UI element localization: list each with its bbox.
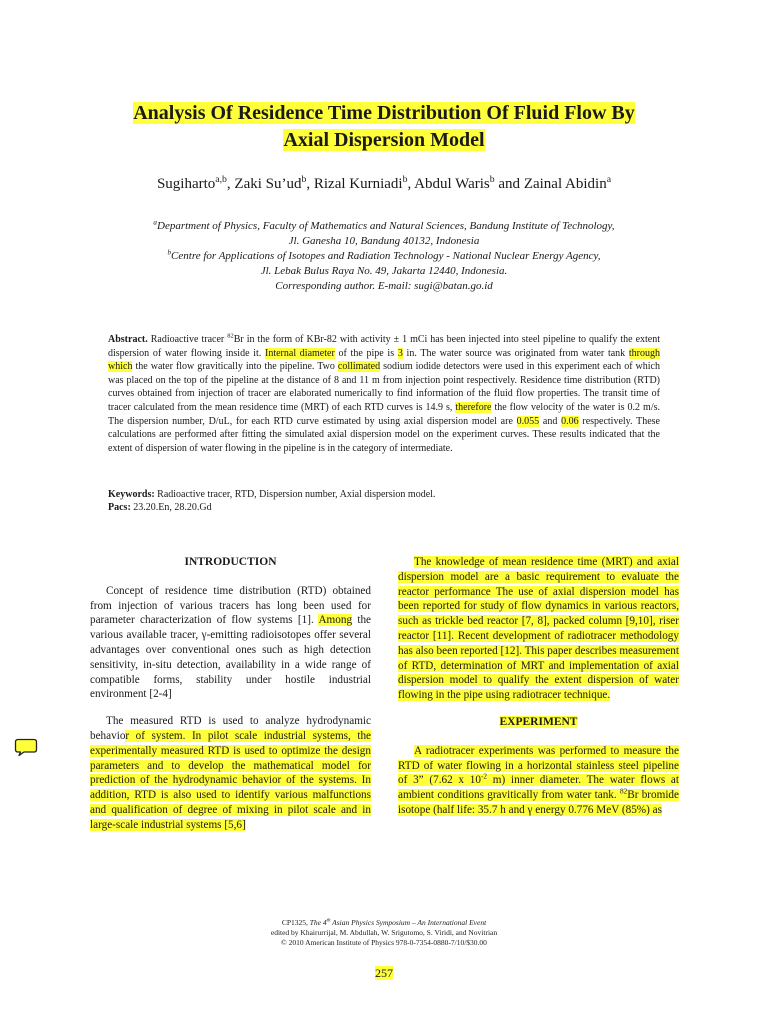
abstract-text: respectively. These calculations are performed after fitting the simulated axial dispersion model on the experiment curves. These results indicated that the extent of dispersion of water flowing in the pipeline is in the category of intermediate. xyxy=(108,415,660,454)
pacs xyxy=(108,501,660,514)
abstract-text: sodium iodide detectors were used in this experiment each of which was placed on the top of the pipeline at the distance of 8 and 11 m from injection point respectively. Residence time distribution (RTD) curves obtained from injection of tracer are elaborated numerically to find information of the fluid flow properties. The transit time of tracer calculated from the mean residence time (MRT) of each RTD curves is 14.9 s, xyxy=(108,361,660,413)
intro-highlight: Among xyxy=(318,614,353,627)
author-name: Zaki Su’ud xyxy=(234,176,302,192)
keywords-label: Keywords: xyxy=(108,489,155,500)
intro-highlight: r of system. In pilot scale industrial systems, the experimentally measured RTD is used to optimize the design parameters and to develop the mathematical model for prediction of the hydrodynamic behavior of the systems. In addition, RTD is also used to identify various malfunctions and qualification of degree of mixing in pilot scale and in large-scale industrial systems [5,6] xyxy=(90,729,371,831)
experiment-sup: -2 xyxy=(480,772,488,781)
affiliation-b-address: Jl. Lebak Bulus Raya No. 49, Jakarta 12440, Indonesia. xyxy=(260,265,508,277)
affiliation-b xyxy=(90,249,678,264)
abstract-highlight: Internal diameter xyxy=(265,347,335,359)
title-line-2: Axial Dispersion Model xyxy=(283,129,485,151)
keywords-text: Radioactive tracer, RTD, Dispersion number, Axial dispersion model. xyxy=(154,489,436,500)
page-number xyxy=(370,966,398,981)
experiment-highlight xyxy=(398,745,679,816)
abstract-highlight: 3 xyxy=(397,347,403,359)
experiment-text: A radiotracer experiments was performed to measure the RTD of water flowing in a horizontal stainless steel pipeline of 3” (7.62 x 10 xyxy=(398,744,679,787)
intro-text: The measured RTD is used to analyze hydrodynamic behavio xyxy=(90,715,371,742)
experiment-paragraph-1 xyxy=(398,744,679,818)
intro-paragraph-1 xyxy=(90,584,371,702)
pacs-text: 23.20.En, 28.20.Gd xyxy=(130,502,212,513)
page-number-text: 257 xyxy=(375,966,393,980)
author-separator: , xyxy=(407,176,415,192)
author-affiliation-mark: b xyxy=(301,174,307,185)
abstract-text: in. The water source was originated from water tank xyxy=(402,347,629,359)
keywords-block xyxy=(108,488,660,514)
corresponding-author: Corresponding author. E-mail: sugi@batan.go.id xyxy=(275,280,493,292)
pacs-label: Pacs: xyxy=(108,502,131,513)
abstract-text: and xyxy=(539,415,562,427)
author-affiliation-mark: a,b xyxy=(215,174,227,185)
experiment-heading-text: EXPERIMENT xyxy=(499,715,578,728)
author-name: Abdul Waris xyxy=(414,176,490,192)
footer-text: CP1325, xyxy=(281,918,310,927)
affiliation-a-line1: Department of Physics, Faculty of Mathematics and Natural Sciences, Bandung Institute of Technology, xyxy=(157,220,615,232)
author-affiliation-mark: b xyxy=(402,174,408,185)
intro-text: the various available tracer, γ-emitting radioisotopes offer several advantages over conventional ones such as high detection sensitivity, in-situ detection, availability in a wide range of compatible forms, stability under hostile industrial environment [2-4] xyxy=(90,614,372,701)
author-separator: , xyxy=(306,176,314,192)
affiliation-b-mark: b xyxy=(167,248,172,257)
abstract-text: the water flow gravitically into the pipeline. Two xyxy=(132,361,338,373)
affiliation-b-line1: Centre for Applications of Isotopes and Radiation Technology - National Nuclear Energy Agency, xyxy=(171,250,601,262)
experiment-text: Br bromide isotope (half life: 35.7 h and γ energy 0.776 MeV (85%) as xyxy=(398,789,679,816)
abstract xyxy=(108,333,660,455)
abstract-highlight: 0.055 xyxy=(516,415,540,427)
abstract-highlight: collimated xyxy=(337,361,381,373)
experiment-sup: 82 xyxy=(619,787,628,796)
keywords xyxy=(108,488,660,501)
section-heading-experiment xyxy=(398,715,679,730)
author-name: Sugiharto xyxy=(156,176,216,192)
comment-icon[interactable] xyxy=(14,738,38,757)
footer-line-2: edited by Khairurrijal, M. Abdullah, W. Srigutomo, S. Viridi, and Novitrian xyxy=(270,928,498,937)
intro-paragraph-3 xyxy=(398,555,679,703)
affiliation-a xyxy=(90,219,678,234)
footer-line-1 xyxy=(200,918,568,928)
abstract-text: the flow velocity of the water is 0.2 m/s. The dispersion number, D/uL, for each RTD curve estimated by using axial dispersion model are xyxy=(108,401,660,427)
intro-highlight: The knowledge of mean residence time (MRT) and axial dispersion model are a basic requirement to evaluate the reactor performance The use of axial dispersion model has been reported for study of flow dynamics in various reactors, such as trickle bed reactor [7, 8], packed column [9,10], riser reactor [11]. Recent development of radiotracer methodology has also been reported [12]. This paper describes measurement of RTD, determination of MRT and implementation of axial dispersion model to qualify the extent dispersion of water flowing in the pipe using radiotracer technique. xyxy=(398,556,679,702)
abstract-label: Abstract. xyxy=(108,334,148,345)
abstract-highlight: through which xyxy=(108,347,661,373)
left-column xyxy=(90,555,371,833)
abstract-highlight: therefore xyxy=(455,401,492,413)
footer-text: The 4 xyxy=(309,918,327,927)
author-affiliation-mark: a xyxy=(606,174,612,185)
paper-title xyxy=(60,100,708,154)
author-separator: , xyxy=(226,176,235,192)
abstract-text: Radioactive tracer xyxy=(147,334,228,345)
author-name: Zainal Abidin xyxy=(523,176,607,192)
abstract-text: of the pipe is xyxy=(334,347,398,359)
intro-text: Concept of residence time distribution (RTD) obtained from injection of various tracers has long been used for parameter characterization of flow systems [1]. xyxy=(90,584,371,627)
author-name: Rizal Kurniadi xyxy=(313,176,403,192)
affiliation-a-address: Jl. Ganesha 10, Bandung 40132, Indonesia xyxy=(288,235,480,247)
author-list xyxy=(60,174,708,194)
author-separator: and xyxy=(494,176,524,192)
intro-paragraph-2 xyxy=(90,714,371,832)
right-column xyxy=(398,555,679,818)
footer-line-3: © 2010 American Institute of Physics 978-0-7354-0880-7/10/$30.00 xyxy=(281,938,487,947)
abstract-sup: 82 xyxy=(227,332,234,340)
footer-text: Asian Physics Symposium – An International Event xyxy=(330,918,487,927)
section-heading-introduction: INTRODUCTION xyxy=(184,556,277,568)
affiliations xyxy=(90,219,678,294)
abstract-highlight: 0.06 xyxy=(561,415,579,427)
author-affiliation-mark: b xyxy=(489,174,495,185)
title-line-1: Analysis Of Residence Time Distribution Of Fluid Flow By xyxy=(133,102,635,124)
experiment-text: m) inner diameter. The water flows at ambient conditions gravitically from water tank. xyxy=(398,774,680,802)
page-footer xyxy=(200,918,568,948)
footer-sup: th xyxy=(326,918,331,924)
affiliation-a-mark: a xyxy=(153,218,157,227)
abstract-text: Br in the form of KBr-82 with activity ± 1 mCi has been injected into steel pipeline to qualify the extent dispersion of water flowing inside it. xyxy=(108,334,660,359)
